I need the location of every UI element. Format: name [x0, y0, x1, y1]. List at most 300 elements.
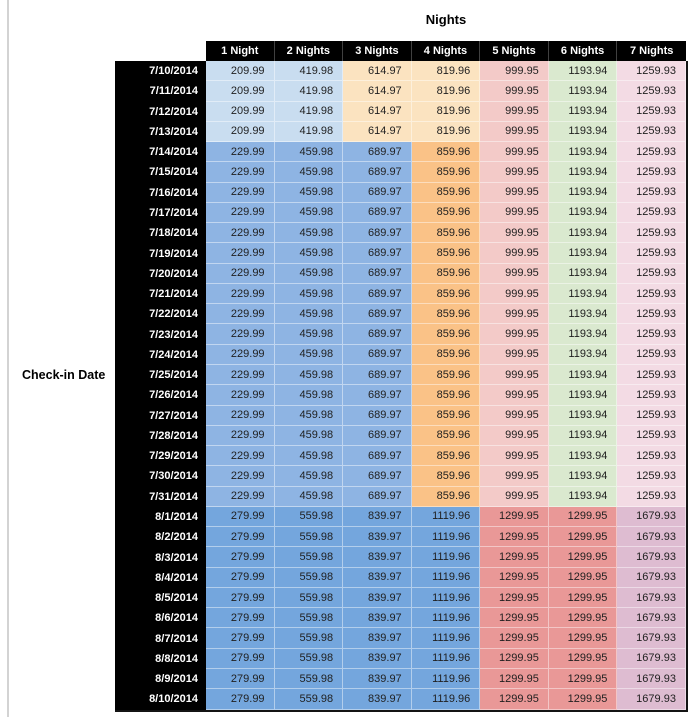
column-header-7-nights[interactable]: 7 Nights — [617, 41, 686, 61]
price-cell[interactable]: 859.96 — [412, 365, 481, 385]
price-cell[interactable]: 689.97 — [343, 284, 412, 304]
checkin-date-cell[interactable]: 8/9/2014 — [115, 669, 206, 689]
price-cell[interactable]: 1119.96 — [412, 507, 481, 527]
price-cell[interactable]: 999.95 — [480, 81, 549, 101]
price-cell[interactable]: 1193.94 — [549, 203, 618, 223]
price-cell[interactable]: 1259.93 — [617, 162, 686, 182]
price-cell[interactable]: 459.98 — [275, 264, 344, 284]
table-row — [115, 608, 686, 628]
price-cell[interactable]: 999.95 — [480, 487, 549, 507]
table-row — [115, 81, 686, 101]
table-row — [115, 547, 686, 567]
price-cell[interactable]: 859.96 — [412, 162, 481, 182]
checkin-date-cell[interactable]: 8/6/2014 — [115, 608, 206, 628]
table-row — [115, 507, 686, 527]
checkin-date-axis-title: Check-in Date — [22, 368, 106, 382]
price-cell[interactable]: 859.96 — [412, 223, 481, 243]
price-cell[interactable]: 859.96 — [412, 345, 481, 365]
price-cell[interactable]: 229.99 — [206, 446, 275, 466]
price-cell[interactable]: 229.99 — [206, 243, 275, 263]
price-cell[interactable]: 1119.96 — [412, 669, 481, 689]
price-cell[interactable]: 1193.94 — [549, 284, 618, 304]
price-cell[interactable]: 1299.95 — [549, 689, 618, 709]
price-cell[interactable]: 689.97 — [343, 385, 412, 405]
table-row — [115, 365, 686, 385]
table-row — [115, 568, 686, 588]
price-cell[interactable]: 1119.96 — [412, 527, 481, 547]
price-cell[interactable]: 839.97 — [343, 588, 412, 608]
checkin-date-cell[interactable]: 7/27/2014 — [115, 406, 206, 426]
price-cell[interactable]: 839.97 — [343, 689, 412, 709]
price-cell[interactable]: 1299.95 — [480, 527, 549, 547]
price-cell[interactable]: 859.96 — [412, 304, 481, 324]
price-cell[interactable]: 999.95 — [480, 284, 549, 304]
price-cell[interactable]: 999.95 — [480, 304, 549, 324]
price-cell[interactable]: 459.98 — [275, 243, 344, 263]
price-cell[interactable]: 1259.93 — [617, 142, 686, 162]
price-cell[interactable]: 1193.94 — [549, 466, 618, 486]
price-cell[interactable]: 1193.94 — [549, 243, 618, 263]
price-cell[interactable]: 999.95 — [480, 243, 549, 263]
price-cell[interactable]: 1193.94 — [549, 183, 618, 203]
price-cell[interactable]: 209.99 — [206, 81, 275, 101]
price-cell[interactable]: 1193.94 — [549, 142, 618, 162]
table-row — [115, 223, 686, 243]
price-cell[interactable]: 999.95 — [480, 223, 549, 243]
checkin-date-cell[interactable]: 7/11/2014 — [115, 81, 206, 101]
price-cell[interactable]: 839.97 — [343, 628, 412, 648]
price-cell[interactable]: 689.97 — [343, 365, 412, 385]
price-cell[interactable]: 839.97 — [343, 547, 412, 567]
table-row — [115, 203, 686, 223]
price-cell[interactable]: 1299.95 — [480, 608, 549, 628]
price-cell[interactable]: 859.96 — [412, 446, 481, 466]
price-cell[interactable]: 459.98 — [275, 223, 344, 243]
table-row — [115, 162, 686, 182]
column-header-1-nights[interactable]: 1 Night — [206, 41, 275, 61]
table-row — [115, 689, 686, 709]
price-cell[interactable]: 1259.93 — [617, 304, 686, 324]
price-cell[interactable]: 999.95 — [480, 446, 549, 466]
price-cell[interactable]: 1679.93 — [617, 527, 686, 547]
column-headers — [206, 41, 686, 61]
price-cell[interactable]: 859.96 — [412, 243, 481, 263]
checkin-date-cell[interactable]: 7/23/2014 — [115, 324, 206, 344]
price-cell[interactable]: 1259.93 — [617, 466, 686, 486]
price-cell[interactable]: 1679.93 — [617, 649, 686, 669]
price-cell[interactable]: 1259.93 — [617, 61, 686, 81]
price-cell[interactable]: 614.97 — [343, 102, 412, 122]
checkin-date-cell[interactable]: 7/30/2014 — [115, 466, 206, 486]
price-cell[interactable]: 419.98 — [275, 102, 344, 122]
price-cell[interactable]: 459.98 — [275, 365, 344, 385]
price-cell[interactable]: 689.97 — [343, 466, 412, 486]
price-cell[interactable]: 859.96 — [412, 385, 481, 405]
price-cell[interactable]: 689.97 — [343, 446, 412, 466]
nights-axis-title: Nights — [425, 12, 467, 27]
price-cell[interactable]: 1119.96 — [412, 547, 481, 567]
price-cell[interactable]: 614.97 — [343, 61, 412, 81]
price-cell[interactable]: 689.97 — [343, 162, 412, 182]
price-cell[interactable]: 1299.95 — [480, 689, 549, 709]
price-cell[interactable]: 1259.93 — [617, 102, 686, 122]
checkin-date-cell[interactable]: 7/15/2014 — [115, 162, 206, 182]
price-cell[interactable]: 689.97 — [343, 223, 412, 243]
price-cell[interactable]: 999.95 — [480, 365, 549, 385]
price-cell[interactable]: 459.98 — [275, 466, 344, 486]
price-cell[interactable]: 229.99 — [206, 345, 275, 365]
price-cell[interactable]: 1259.93 — [617, 183, 686, 203]
price-cell[interactable]: 689.97 — [343, 324, 412, 344]
price-cell[interactable]: 459.98 — [275, 406, 344, 426]
checkin-date-cell[interactable]: 7/16/2014 — [115, 183, 206, 203]
table-row — [115, 527, 686, 547]
table-row — [115, 446, 686, 466]
price-cell[interactable]: 1193.94 — [549, 223, 618, 243]
price-cell[interactable]: 689.97 — [343, 426, 412, 446]
checkin-date-cell[interactable]: 8/1/2014 — [115, 507, 206, 527]
price-cell[interactable]: 819.96 — [412, 81, 481, 101]
price-cell[interactable]: 279.99 — [206, 588, 275, 608]
price-cell[interactable]: 1193.94 — [549, 162, 618, 182]
column-header-3-nights[interactable]: 3 Nights — [343, 41, 412, 61]
price-cell[interactable]: 999.95 — [480, 162, 549, 182]
price-cell[interactable]: 1119.96 — [412, 568, 481, 588]
price-cell[interactable]: 459.98 — [275, 487, 344, 507]
price-cell[interactable]: 1299.95 — [549, 588, 618, 608]
price-cell[interactable]: 1679.93 — [617, 568, 686, 588]
price-cell[interactable]: 279.99 — [206, 507, 275, 527]
price-cell[interactable]: 1299.95 — [549, 507, 618, 527]
table-row — [115, 466, 686, 486]
table-row — [115, 102, 686, 122]
price-cell[interactable]: 999.95 — [480, 406, 549, 426]
price-cell[interactable]: 859.96 — [412, 324, 481, 344]
checkin-date-cell[interactable]: 8/5/2014 — [115, 588, 206, 608]
price-cell[interactable]: 839.97 — [343, 507, 412, 527]
price-cell[interactable]: 839.97 — [343, 527, 412, 547]
price-cell[interactable]: 1299.95 — [549, 649, 618, 669]
price-cell[interactable]: 279.99 — [206, 547, 275, 567]
price-cell[interactable]: 559.98 — [275, 547, 344, 567]
table-row — [115, 669, 686, 689]
price-cell[interactable]: 459.98 — [275, 203, 344, 223]
price-cell[interactable]: 1193.94 — [549, 304, 618, 324]
price-cell[interactable]: 419.98 — [275, 81, 344, 101]
price-cell[interactable]: 1193.94 — [549, 487, 618, 507]
price-cell[interactable]: 1259.93 — [617, 81, 686, 101]
table-row — [115, 61, 686, 81]
checkin-date-cell[interactable]: 7/13/2014 — [115, 122, 206, 142]
checkin-date-cell[interactable]: 8/8/2014 — [115, 649, 206, 669]
table-row — [115, 183, 686, 203]
checkin-date-cell[interactable]: 8/7/2014 — [115, 628, 206, 648]
price-cell[interactable]: 459.98 — [275, 162, 344, 182]
price-cell[interactable]: 559.98 — [275, 507, 344, 527]
price-cell[interactable]: 1259.93 — [617, 385, 686, 405]
price-cell[interactable]: 209.99 — [206, 61, 275, 81]
price-cell[interactable]: 209.99 — [206, 102, 275, 122]
price-cell[interactable]: 614.97 — [343, 122, 412, 142]
price-cell[interactable]: 1679.93 — [617, 507, 686, 527]
price-cell[interactable]: 559.98 — [275, 649, 344, 669]
price-cell[interactable]: 1259.93 — [617, 203, 686, 223]
price-cell[interactable]: 419.98 — [275, 122, 344, 142]
price-cell[interactable]: 1299.95 — [480, 568, 549, 588]
price-cell[interactable]: 1193.94 — [549, 81, 618, 101]
table-row — [115, 588, 686, 608]
checkin-date-cell[interactable]: 7/24/2014 — [115, 345, 206, 365]
price-cell[interactable]: 859.96 — [412, 406, 481, 426]
price-cell[interactable]: 1259.93 — [617, 122, 686, 142]
price-cell[interactable]: 689.97 — [343, 203, 412, 223]
price-cell[interactable]: 689.97 — [343, 142, 412, 162]
price-cell[interactable]: 459.98 — [275, 304, 344, 324]
price-cell[interactable]: 859.96 — [412, 466, 481, 486]
price-cell[interactable]: 1193.94 — [549, 406, 618, 426]
price-cell[interactable]: 1299.95 — [549, 547, 618, 567]
checkin-date-cell[interactable]: 7/25/2014 — [115, 365, 206, 385]
checkin-date-cell[interactable]: 7/31/2014 — [115, 487, 206, 507]
column-header-6-nights[interactable]: 6 Nights — [549, 41, 618, 61]
price-cell[interactable]: 1193.94 — [549, 446, 618, 466]
checkin-date-cell[interactable]: 7/17/2014 — [115, 203, 206, 223]
worksheet-left-edge — [7, 0, 9, 717]
price-cell[interactable]: 459.98 — [275, 284, 344, 304]
price-cell[interactable]: 1259.93 — [617, 446, 686, 466]
price-cell[interactable]: 1679.93 — [617, 628, 686, 648]
price-cell[interactable]: 279.99 — [206, 527, 275, 547]
price-cell[interactable]: 209.99 — [206, 122, 275, 142]
price-cell[interactable]: 1259.93 — [617, 324, 686, 344]
table-row — [115, 142, 686, 162]
price-cell[interactable]: 1299.95 — [480, 669, 549, 689]
price-cell[interactable]: 689.97 — [343, 264, 412, 284]
table-row — [115, 426, 686, 446]
price-cell[interactable]: 999.95 — [480, 385, 549, 405]
price-cell[interactable]: 1679.93 — [617, 689, 686, 709]
price-cell[interactable]: 859.96 — [412, 203, 481, 223]
price-cell[interactable]: 1259.93 — [617, 284, 686, 304]
price-cell[interactable]: 859.96 — [412, 487, 481, 507]
price-cell[interactable]: 229.99 — [206, 466, 275, 486]
price-cell[interactable]: 559.98 — [275, 669, 344, 689]
price-cell[interactable]: 229.99 — [206, 264, 275, 284]
price-cell[interactable]: 1119.96 — [412, 608, 481, 628]
price-cell[interactable]: 1259.93 — [617, 243, 686, 263]
price-cell[interactable]: 999.95 — [480, 102, 549, 122]
price-cell[interactable]: 1299.95 — [549, 527, 618, 547]
price-cell[interactable]: 1119.96 — [412, 649, 481, 669]
price-cell[interactable]: 1299.95 — [480, 628, 549, 648]
table-row — [115, 406, 686, 426]
price-cell[interactable]: 459.98 — [275, 142, 344, 162]
checkin-date-cell[interactable]: 7/20/2014 — [115, 264, 206, 284]
price-cell[interactable]: 999.95 — [480, 142, 549, 162]
price-cell[interactable]: 279.99 — [206, 669, 275, 689]
price-cell[interactable]: 279.99 — [206, 568, 275, 588]
price-cell[interactable]: 229.99 — [206, 426, 275, 446]
price-cell[interactable]: 1119.96 — [412, 588, 481, 608]
price-cell[interactable]: 559.98 — [275, 608, 344, 628]
price-cell[interactable]: 999.95 — [480, 264, 549, 284]
table-row — [115, 264, 686, 284]
price-cell[interactable]: 689.97 — [343, 487, 412, 507]
checkin-date-cell[interactable]: 8/4/2014 — [115, 568, 206, 588]
price-cell[interactable]: 1679.93 — [617, 608, 686, 628]
price-cell[interactable]: 229.99 — [206, 365, 275, 385]
price-cell[interactable]: 1259.93 — [617, 223, 686, 243]
column-header-2-nights[interactable]: 2 Nights — [275, 41, 344, 61]
checkin-date-cell[interactable]: 7/26/2014 — [115, 385, 206, 405]
price-cell[interactable]: 559.98 — [275, 588, 344, 608]
table-row — [115, 345, 686, 365]
price-cell[interactable]: 1193.94 — [549, 102, 618, 122]
price-cell[interactable]: 689.97 — [343, 345, 412, 365]
price-cell[interactable]: 999.95 — [480, 345, 549, 365]
price-cell[interactable]: 459.98 — [275, 324, 344, 344]
price-cell[interactable]: 859.96 — [412, 264, 481, 284]
checkin-date-cell[interactable]: 7/12/2014 — [115, 102, 206, 122]
price-cell[interactable]: 1679.93 — [617, 669, 686, 689]
price-cell[interactable]: 559.98 — [275, 628, 344, 648]
table-row — [115, 243, 686, 263]
price-cell[interactable]: 689.97 — [343, 243, 412, 263]
price-cell[interactable]: 1259.93 — [617, 406, 686, 426]
price-cell[interactable]: 1193.94 — [549, 61, 618, 81]
price-cell[interactable]: 229.99 — [206, 406, 275, 426]
price-cell[interactable]: 689.97 — [343, 304, 412, 324]
price-cell[interactable]: 689.97 — [343, 183, 412, 203]
price-cell[interactable]: 1299.95 — [480, 507, 549, 527]
price-cell[interactable]: 999.95 — [480, 466, 549, 486]
table-row — [115, 122, 686, 142]
price-cell[interactable]: 1299.95 — [549, 628, 618, 648]
price-cell[interactable]: 1193.94 — [549, 345, 618, 365]
table-row — [115, 385, 686, 405]
table-row — [115, 649, 686, 669]
price-cell[interactable]: 999.95 — [480, 203, 549, 223]
price-cell[interactable]: 859.96 — [412, 183, 481, 203]
price-cell[interactable]: 1193.94 — [549, 426, 618, 446]
price-cell[interactable]: 559.98 — [275, 689, 344, 709]
checkin-date-cell[interactable]: 7/19/2014 — [115, 243, 206, 263]
price-cell[interactable]: 1679.93 — [617, 588, 686, 608]
price-cell[interactable]: 1259.93 — [617, 345, 686, 365]
price-cell[interactable]: 1119.96 — [412, 689, 481, 709]
price-cell[interactable]: 1299.95 — [480, 547, 549, 567]
price-cell[interactable]: 839.97 — [343, 649, 412, 669]
table-row — [115, 304, 686, 324]
price-cell[interactable]: 614.97 — [343, 81, 412, 101]
price-cell[interactable]: 1193.94 — [549, 385, 618, 405]
table-row — [115, 284, 686, 304]
price-cell[interactable]: 559.98 — [275, 568, 344, 588]
price-cell[interactable]: 459.98 — [275, 426, 344, 446]
price-cell[interactable]: 1259.93 — [617, 487, 686, 507]
checkin-date-cell[interactable]: 7/28/2014 — [115, 426, 206, 446]
checkin-date-cell[interactable]: 7/21/2014 — [115, 284, 206, 304]
price-cell[interactable]: 1299.95 — [480, 588, 549, 608]
price-cell[interactable]: 229.99 — [206, 304, 275, 324]
price-cell[interactable]: 1259.93 — [617, 264, 686, 284]
checkin-date-cell[interactable]: 7/10/2014 — [115, 61, 206, 81]
price-cell[interactable]: 1193.94 — [549, 365, 618, 385]
price-cell[interactable]: 999.95 — [480, 61, 549, 81]
price-cell[interactable]: 229.99 — [206, 385, 275, 405]
column-header-5-nights[interactable]: 5 Nights — [480, 41, 549, 61]
price-cell[interactable]: 229.99 — [206, 142, 275, 162]
price-cell[interactable]: 229.99 — [206, 183, 275, 203]
checkin-date-cell[interactable]: 7/29/2014 — [115, 446, 206, 466]
price-cell[interactable]: 229.99 — [206, 203, 275, 223]
checkin-date-cell[interactable]: 8/2/2014 — [115, 527, 206, 547]
price-cell[interactable]: 1299.95 — [480, 649, 549, 669]
price-cell[interactable]: 229.99 — [206, 162, 275, 182]
price-cell[interactable]: 839.97 — [343, 568, 412, 588]
price-cell[interactable]: 459.98 — [275, 345, 344, 365]
table-row — [115, 487, 686, 507]
price-cell[interactable]: 859.96 — [412, 426, 481, 446]
price-cell[interactable]: 1259.93 — [617, 426, 686, 446]
checkin-date-cell[interactable]: 7/22/2014 — [115, 304, 206, 324]
price-cell[interactable]: 819.96 — [412, 61, 481, 81]
price-cell[interactable]: 1259.93 — [617, 365, 686, 385]
price-cell[interactable]: 229.99 — [206, 284, 275, 304]
price-cell[interactable]: 1299.95 — [549, 669, 618, 689]
table-row — [115, 628, 686, 648]
price-cell[interactable]: 999.95 — [480, 324, 549, 344]
price-cell[interactable]: 459.98 — [275, 446, 344, 466]
checkin-date-cell[interactable]: 8/10/2014 — [115, 689, 206, 709]
price-cell[interactable]: 859.96 — [412, 142, 481, 162]
checkin-date-cell[interactable]: 7/14/2014 — [115, 142, 206, 162]
price-cell[interactable]: 279.99 — [206, 689, 275, 709]
price-cell[interactable]: 819.96 — [412, 102, 481, 122]
price-cell[interactable]: 819.96 — [412, 122, 481, 142]
price-cell[interactable]: 459.98 — [275, 183, 344, 203]
price-cell[interactable]: 839.97 — [343, 608, 412, 628]
column-header-4-nights[interactable]: 4 Nights — [412, 41, 481, 61]
pricing-rows — [115, 61, 688, 712]
price-cell[interactable]: 839.97 — [343, 669, 412, 689]
price-cell[interactable]: 999.95 — [480, 183, 549, 203]
checkin-date-cell[interactable]: 7/18/2014 — [115, 223, 206, 243]
price-cell[interactable]: 1679.93 — [617, 547, 686, 567]
price-cell[interactable]: 1119.96 — [412, 628, 481, 648]
table-row — [115, 324, 686, 344]
price-cell[interactable]: 419.98 — [275, 61, 344, 81]
price-cell[interactable]: 1193.94 — [549, 264, 618, 284]
price-cell[interactable]: 279.99 — [206, 649, 275, 669]
checkin-date-cell[interactable]: 8/3/2014 — [115, 547, 206, 567]
price-cell[interactable]: 1299.95 — [549, 568, 618, 588]
price-cell[interactable]: 1193.94 — [549, 122, 618, 142]
price-cell[interactable]: 229.99 — [206, 487, 275, 507]
price-cell[interactable]: 859.96 — [412, 284, 481, 304]
price-cell[interactable]: 229.99 — [206, 223, 275, 243]
price-cell[interactable]: 999.95 — [480, 426, 549, 446]
price-cell[interactable]: 1193.94 — [549, 324, 618, 344]
price-cell[interactable]: 459.98 — [275, 385, 344, 405]
price-cell[interactable]: 279.99 — [206, 608, 275, 628]
price-cell[interactable]: 1299.95 — [549, 608, 618, 628]
price-cell[interactable]: 559.98 — [275, 527, 344, 547]
price-cell[interactable]: 999.95 — [480, 122, 549, 142]
price-cell[interactable]: 279.99 — [206, 628, 275, 648]
price-cell[interactable]: 689.97 — [343, 406, 412, 426]
price-cell[interactable]: 229.99 — [206, 324, 275, 344]
